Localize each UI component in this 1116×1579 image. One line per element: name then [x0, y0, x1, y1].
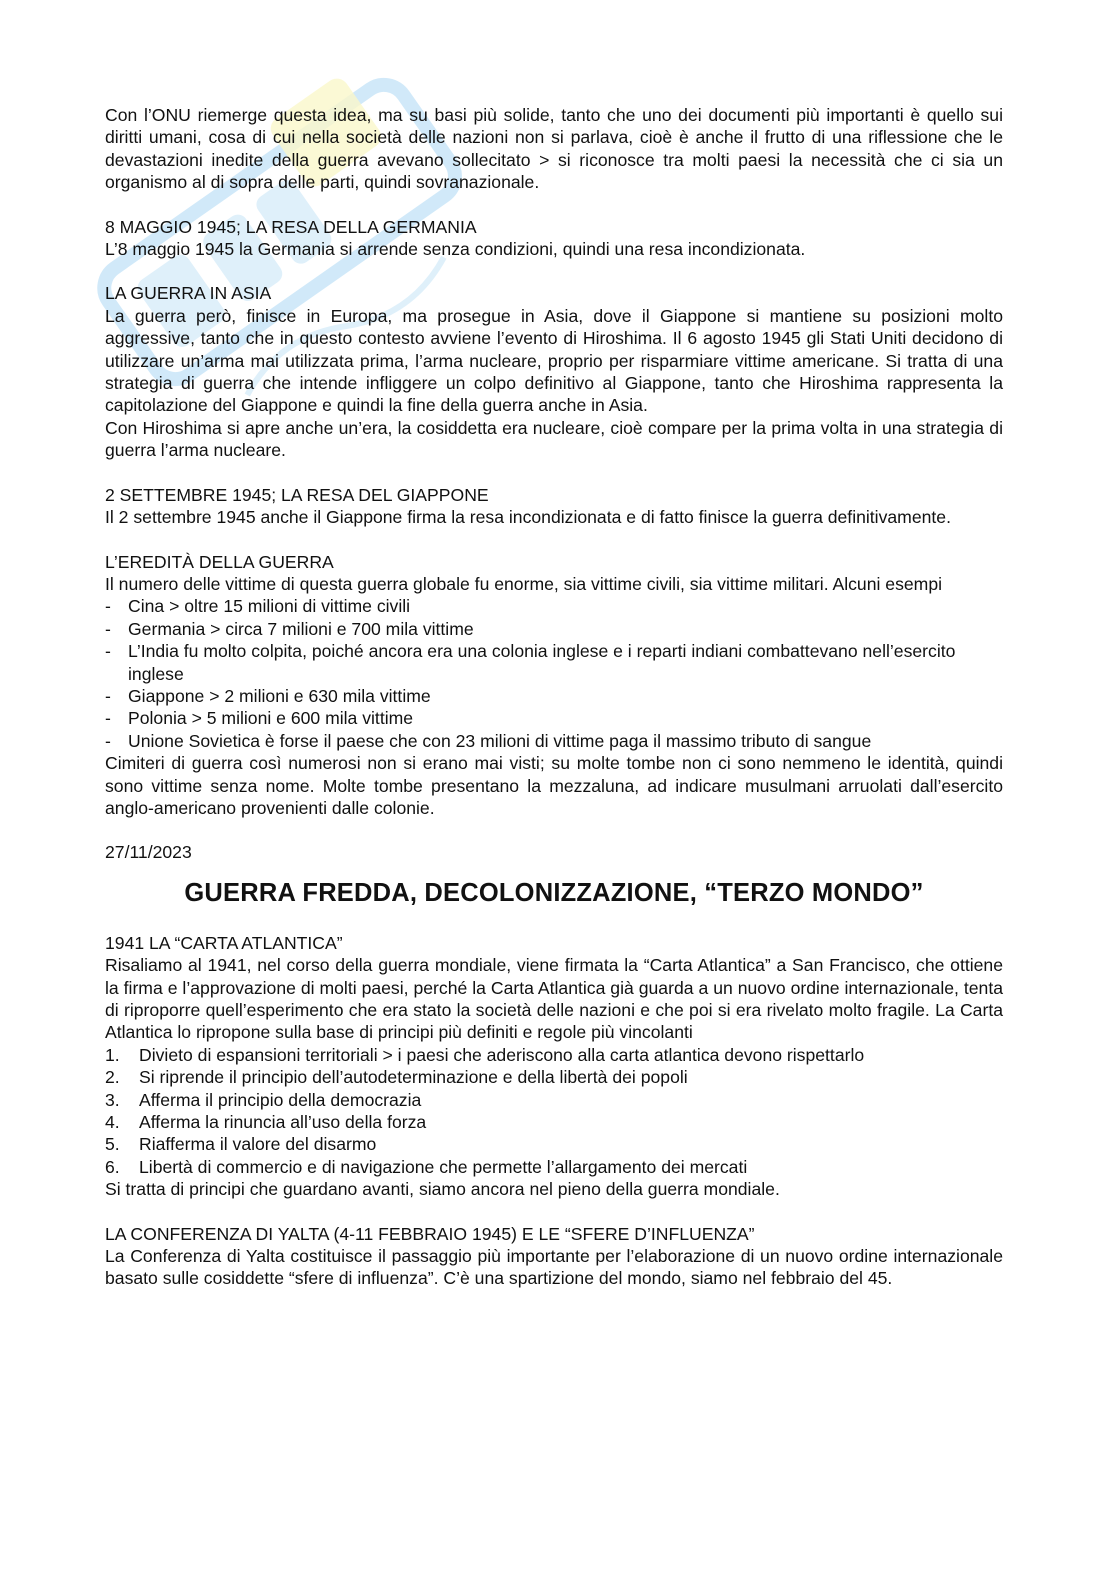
paragraph: La guerra però, finisce in Europa, ma prosegue in Asia, dove il Giappone si mantiene su posizioni molto aggressive, tanto che in questo contesto avviene l’evento di Hiroshima. Il 6 agosto 1945 gli Stati Uniti decidono di utilizzare un’arma mai utilizzata prima, l’arma nucleare, proprio per risparmiare vittime americane. Si tratta di una strategia di guerra che intende infliggere un colpo definitivo al Giappone, tanto che Hiroshima rappresenta la capitolazione del Giappone e quindi la fine della guerra anche in Asia.: [105, 305, 1003, 416]
victims-list: [105, 595, 1003, 752]
page-title: GUERRA FREDDA, DECOLONIZZAZIONE, “TERZO MONDO”: [184, 878, 924, 907]
section-heading: LA GUERRA IN ASIA: [105, 283, 272, 304]
list-item: - Germania > circa 7 milioni e 700 mila vittime: [105, 618, 1003, 640]
section-heading: 1941 LA “CARTA ATLANTICA”: [105, 932, 343, 953]
section-heading: 2 SETTEMBRE 1945; LA RESA DEL GIAPPONE: [105, 484, 489, 505]
list-item: - Cina > oltre 15 milioni di vittime civili: [105, 595, 1003, 617]
list-item: - Unione Sovietica è forse il paese che con 23 milioni di vittime paga il massimo tributo di sangue: [105, 730, 1003, 752]
list-item: 1. Divieto di espansioni territoriali > i paesi che aderiscono alla carta atlantica devono rispettarlo: [105, 1044, 865, 1065]
intro-paragraph: Con l’ONU riemerge questa idea, ma su basi più solide, tanto che uno dei documenti più importanti è quello sui diritti umani, cosa di cui nella società delle nazioni non si parlava, cioè è anche il frutto di una riflessione che le devastazioni inedite della guerra avevano sollecitato > si riconosce tra molti paesi la necessità che ci sia un organismo al di sopra delle parti, quindi sovranazionale.: [105, 105, 1003, 193]
list-item: 2. Si riprende il principio dell’autodeterminazione e della libertà dei popoli: [105, 1067, 688, 1088]
section-heading: LA CONFERENZA DI YALTA (4-11 FEBBRAIO 1945) E LE “SFERE D’INFLUENZA”: [105, 1223, 755, 1244]
paragraph: L’8 maggio 1945 la Germania si arrende senza condizioni, quindi una resa incondizionata.: [105, 239, 806, 260]
paragraph: La Conferenza di Yalta costituisce il passaggio più importante per l’elaborazione di un nuovo ordine internazionale basato sulle cosiddette “sfere di influenza”. C’è una spartizione del mondo, siamo nel febbraio del 45.: [105, 1246, 1003, 1289]
paragraph: Cimiteri di guerra così numerosi non si erano mai visti; su molte tombe non ci sono nemmeno le identità, quindi sono vittime senza nome. Molte tombe presentano la mezzaluna, ad indicare musulmani arruolati dall’esercito anglo-americano provenienti dalle colonie.: [105, 753, 1003, 818]
list-item: - Polonia > 5 milioni e 600 mila vittime: [105, 707, 1003, 729]
list-item: - Giappone > 2 milioni e 630 mila vittime: [105, 685, 1003, 707]
paragraph: Con Hiroshima si apre anche un’era, la cosiddetta era nucleare, cioè compare per la prima volta in una strategia di guerra l’arma nucleare.: [105, 417, 1003, 461]
list-item: 4. Afferma la rinuncia all’uso della forza: [105, 1112, 427, 1133]
list-item: - L’India fu molto colpita, poiché ancora era una colonia inglese e i reparti indiani combattevano nell’esercito inglese: [105, 640, 1003, 685]
list-item: 5. Riafferma il valore del disarmo: [105, 1134, 377, 1155]
list-item: 6. Libertà di commercio e di navigazione che permette l’allargamento dei mercati: [105, 1156, 748, 1177]
date-label: 27/11/2023: [105, 842, 192, 863]
paragraph: Il numero delle vittime di questa guerra globale fu enorme, sia vittime civili, sia vittime militari. Alcuni esempi: [105, 573, 943, 594]
principles-list: [105, 1044, 1003, 1178]
list-item: 3. Afferma il principio della democrazia: [105, 1089, 422, 1110]
document-page: [105, 104, 1003, 1290]
paragraph: Si tratta di principi che guardano avanti, siamo ancora nel pieno della guerra mondiale.: [105, 1179, 780, 1200]
paragraph: Risaliamo al 1941, nel corso della guerra mondiale, viene firmata la “Carta Atlantica” a San Francisco, che ottiene la firma e l’approvazione di molti paesi, perché la Carta Atlantica già guarda a un nuovo ordine internazionale, tenta di riproporre quell’esperimento che era stato la società delle nazioni e che poi si era rivelato molto fragile. La Carta Atlantica lo ripropone sulla base di principi più definiti e regole più vincolanti: [105, 955, 1003, 1043]
section-heading: L’EREDITÀ DELLA GUERRA: [105, 551, 334, 572]
section-heading: 8 MAGGIO 1945; LA RESA DELLA GERMANIA: [105, 216, 477, 237]
paragraph: Il 2 settembre 1945 anche il Giappone firma la resa incondizionata e di fatto finisce la guerra definitivamente.: [105, 507, 951, 528]
